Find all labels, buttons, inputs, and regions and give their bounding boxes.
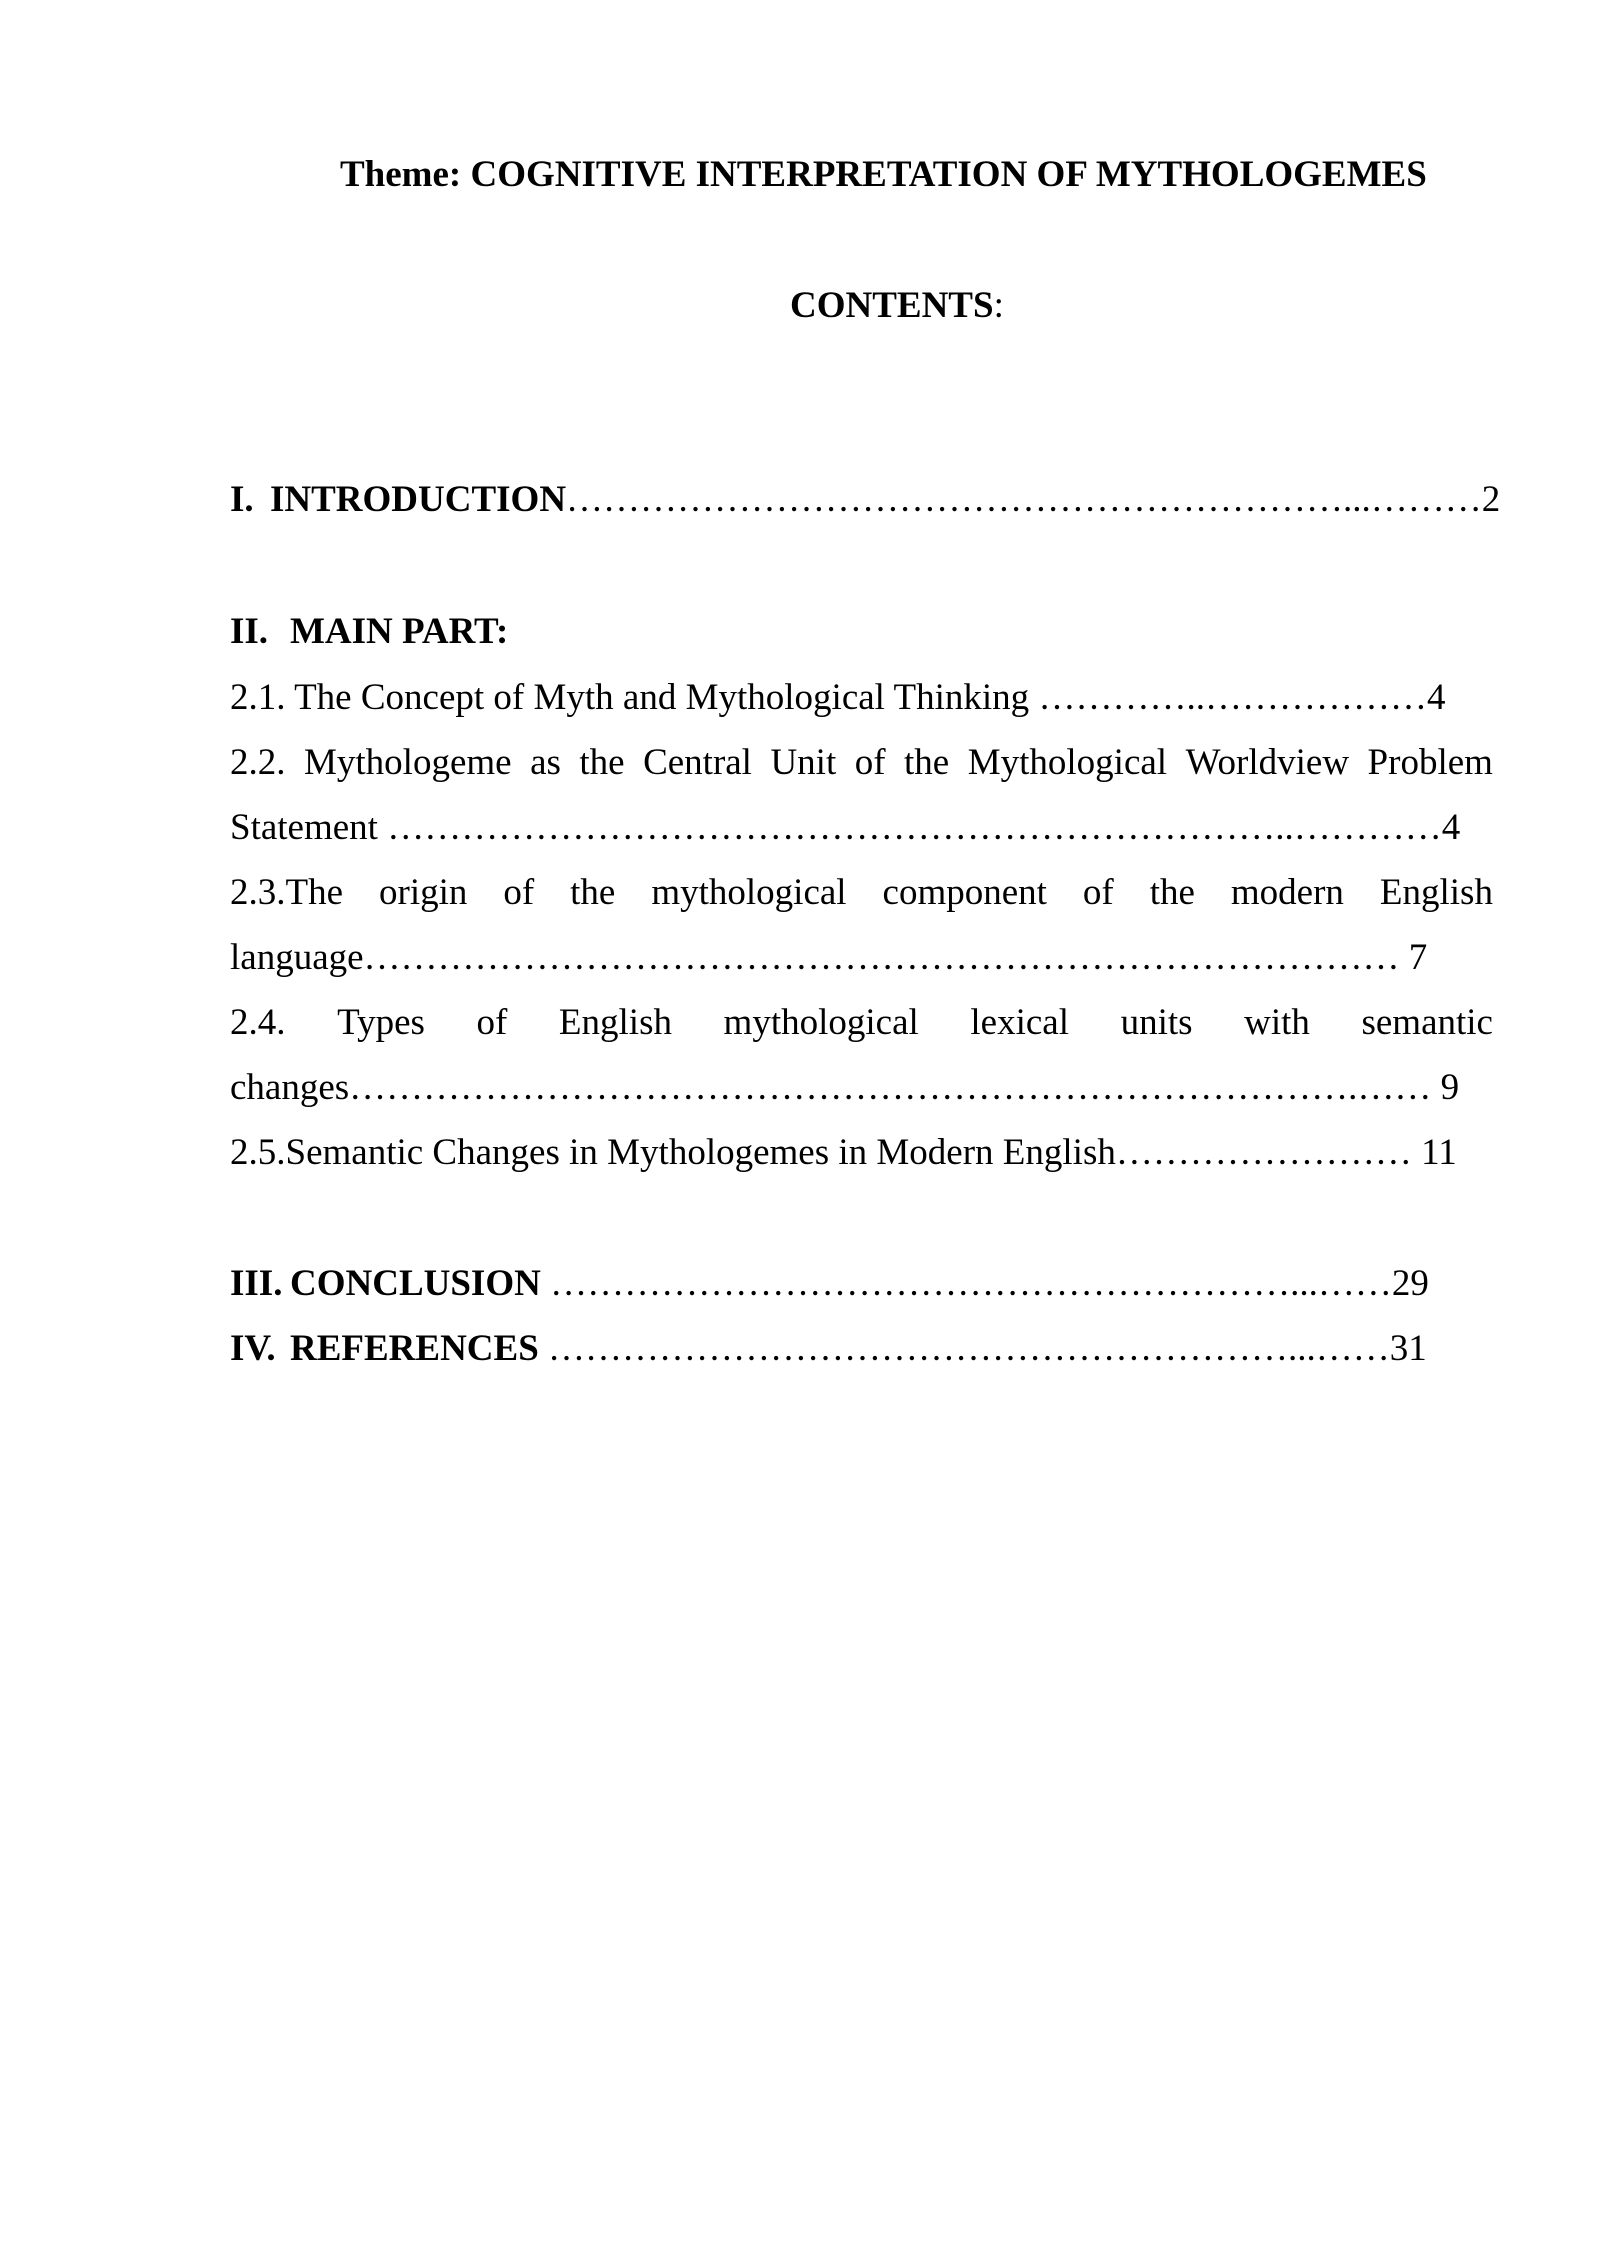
toc-title: CONCLUSION xyxy=(290,1263,541,1304)
toc-number: III. xyxy=(230,1263,283,1304)
toc-word: English xyxy=(558,1002,672,1043)
toc-entry-2-3-line-1 xyxy=(230,871,1493,915)
toc-word: of xyxy=(476,1002,508,1043)
toc-word: the xyxy=(579,742,625,783)
toc-word: of xyxy=(854,742,886,783)
toc-word: units xyxy=(1120,1002,1193,1043)
toc-leader: ……………………………………………………...…… xyxy=(548,1328,1390,1369)
toc-number: II. xyxy=(230,611,269,652)
toc-word: Worldview xyxy=(1185,742,1350,783)
toc-word: Types xyxy=(337,1002,425,1043)
toc-word: component xyxy=(882,872,1047,913)
toc-word: of xyxy=(503,872,535,913)
toc-leader: ……………………………………………………...…… xyxy=(550,1263,1392,1304)
toc-entry-2-4-line-2 xyxy=(230,1066,1493,1110)
toc-page-number: 4 xyxy=(1441,807,1461,848)
toc-entry-2-3-line-2 xyxy=(230,936,1493,980)
toc-leader: …………..……………… xyxy=(1038,677,1427,718)
toc-entry-2-1 xyxy=(230,676,1493,720)
theme-label: Theme: xyxy=(340,154,462,195)
toc-word: the xyxy=(570,872,616,913)
toc-word: with xyxy=(1244,1002,1310,1043)
theme-title: COGNITIVE INTERPRETATION OF MYTHOLOGEMES xyxy=(470,154,1427,195)
toc-page-number: 11 xyxy=(1421,1132,1457,1173)
toc-leader: ………………………………………………………………..………… xyxy=(387,807,1442,848)
toc-title: 2.1. The Concept of Myth and Mythological Thinking xyxy=(230,677,1030,718)
toc-page-number: 31 xyxy=(1389,1328,1427,1369)
toc-word: mythological xyxy=(651,872,847,913)
toc-page-number: 4 xyxy=(1426,677,1446,718)
toc-page-number: 9 xyxy=(1440,1067,1460,1108)
toc-title: Statement xyxy=(230,807,378,848)
theme-line xyxy=(340,153,1427,197)
toc-page-number: 7 xyxy=(1408,937,1428,978)
toc-entry-2-5 xyxy=(230,1131,1493,1175)
toc-word: 2.3.The xyxy=(230,872,344,913)
toc-word: 2.2. xyxy=(230,742,286,783)
toc-title: MAIN PART: xyxy=(290,611,509,652)
toc-word: mythological xyxy=(723,1002,919,1043)
toc-entry-2-4-line-1 xyxy=(230,1001,1493,1045)
toc-word: 2.4. xyxy=(230,1002,286,1043)
toc-entry-main-part xyxy=(230,610,1493,654)
toc-word: semantic xyxy=(1361,1002,1493,1043)
toc-word: Problem xyxy=(1367,742,1493,783)
toc-entry-introduction xyxy=(230,478,1501,522)
toc-entry-references xyxy=(230,1327,1493,1371)
toc-word: lexical xyxy=(970,1002,1069,1043)
contents-heading xyxy=(790,284,1004,328)
toc-leader: ………………………………………………………...……… xyxy=(566,479,1482,520)
toc-page-number: 29 xyxy=(1391,1263,1429,1304)
toc-title: 2.5.Semantic Changes in Mythologemes in Modern English xyxy=(230,1132,1116,1173)
toc-word: the xyxy=(1149,872,1195,913)
toc-word: the xyxy=(904,742,950,783)
toc-entry-conclusion xyxy=(230,1262,1493,1306)
toc-title: language xyxy=(230,937,364,978)
toc-title: REFERENCES xyxy=(290,1328,539,1369)
toc-title: changes xyxy=(230,1067,350,1108)
toc-word: Mythologeme xyxy=(303,742,512,783)
toc-page-number: 2 xyxy=(1481,479,1501,520)
toc-word: of xyxy=(1082,872,1114,913)
toc-number: IV. xyxy=(230,1328,276,1369)
toc-entry-2-2-line-1 xyxy=(230,741,1493,785)
toc-leader: ………………………………………………………………………… xyxy=(363,937,1400,978)
toc-number: I. xyxy=(230,479,254,520)
toc-leader: …………………… xyxy=(1115,1132,1412,1173)
toc-word: Mythological xyxy=(967,742,1168,783)
toc-word: English xyxy=(1379,872,1493,913)
toc-entry-2-2-line-2 xyxy=(230,806,1493,850)
toc-word: as xyxy=(530,742,561,783)
toc-word: origin xyxy=(379,872,468,913)
toc-word: modern xyxy=(1230,872,1344,913)
toc-word: Central xyxy=(643,742,752,783)
toc-word: Unit xyxy=(770,742,837,783)
contents-heading-text: CONTENTS xyxy=(790,285,994,326)
toc-leader: ……………………………………………………………………….…… xyxy=(349,1067,1432,1108)
contents-heading-colon: : xyxy=(993,285,1004,326)
toc-title: INTRODUCTION xyxy=(270,479,567,520)
